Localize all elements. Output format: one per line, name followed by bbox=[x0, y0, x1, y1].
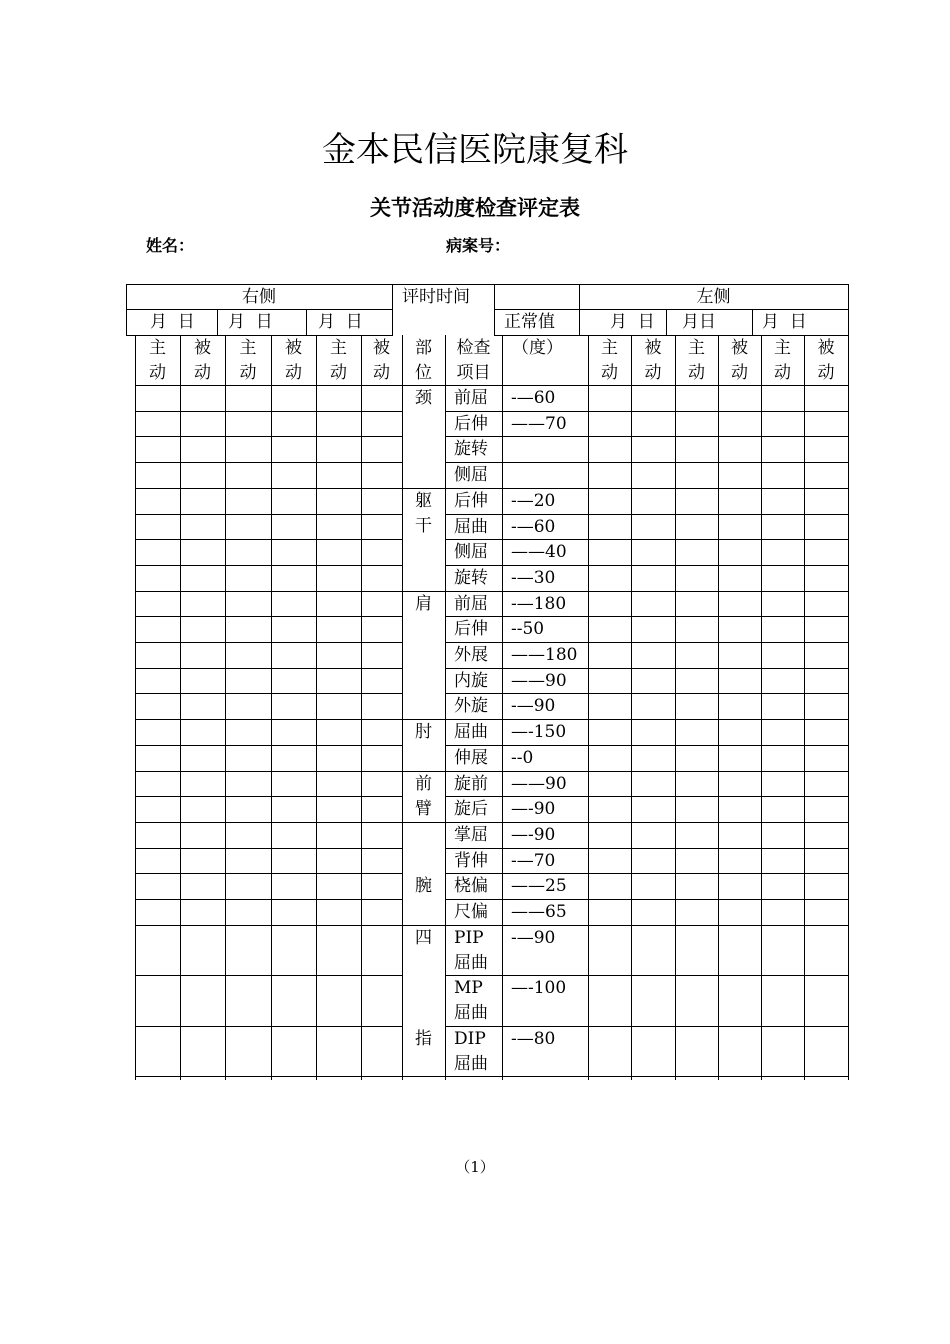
normal-value: ——70 bbox=[511, 414, 567, 434]
table-rule bbox=[135, 873, 403, 874]
exam-item: 侧屈 bbox=[454, 542, 488, 562]
table-rule bbox=[445, 539, 849, 540]
exam-item: 掌屈 bbox=[454, 825, 488, 845]
table-rule bbox=[445, 796, 849, 797]
patient-name-label: 姓名： bbox=[146, 236, 195, 255]
exam-item: 屈曲 bbox=[454, 517, 488, 537]
normal-value: ——25 bbox=[511, 876, 567, 896]
date-cell-left: 月 日 bbox=[762, 312, 807, 332]
part-label: 肩 bbox=[415, 594, 432, 614]
exam-item: PIP 屈曲 bbox=[454, 928, 488, 973]
normal-value: ——90 bbox=[511, 774, 567, 794]
normal-value: ——40 bbox=[511, 542, 567, 562]
exam-item: 前屈 bbox=[454, 594, 488, 614]
table-rule bbox=[588, 335, 589, 1080]
table-rule bbox=[445, 616, 849, 617]
normal-value: --0 bbox=[511, 748, 534, 768]
normal-value: —-150 bbox=[511, 722, 567, 742]
table-rule bbox=[135, 335, 136, 1080]
table-rule bbox=[361, 335, 362, 1080]
part-label: 肘 bbox=[415, 722, 432, 742]
normal-value: --50 bbox=[511, 619, 545, 639]
active-col-header: 主 动 bbox=[239, 338, 257, 383]
exam-item: MP 屈曲 bbox=[454, 978, 488, 1023]
part-col-header: 部 位 bbox=[415, 338, 432, 383]
exam-item: 后伸 bbox=[454, 414, 488, 434]
table-rule bbox=[445, 745, 849, 746]
exam-item: 外展 bbox=[454, 645, 488, 665]
exam-item: 尺偏 bbox=[454, 902, 488, 922]
normal-value: —-90 bbox=[511, 799, 556, 819]
table-rule bbox=[180, 335, 181, 1080]
normal-value: -—20 bbox=[511, 491, 556, 511]
passive-col-header: 被 动 bbox=[373, 338, 390, 383]
table-rule bbox=[804, 335, 805, 1080]
table-rule bbox=[445, 335, 446, 1080]
degree-col-header: （度） bbox=[512, 338, 563, 358]
exam-item: 外旋 bbox=[454, 696, 488, 716]
exam-item: 屈曲 bbox=[454, 722, 488, 742]
table-rule bbox=[316, 335, 317, 1080]
table-rule bbox=[445, 848, 849, 849]
normal-value: —-100 bbox=[511, 978, 567, 998]
table-rule bbox=[135, 591, 849, 592]
table-rule bbox=[402, 335, 403, 1080]
table-rule bbox=[445, 514, 849, 515]
table-rule bbox=[445, 411, 849, 412]
exam-item: 旋前 bbox=[454, 774, 488, 794]
table-rule bbox=[135, 899, 403, 900]
table-rule bbox=[135, 642, 403, 643]
normal-value: -—60 bbox=[511, 388, 556, 408]
normal-value: -—60 bbox=[511, 517, 556, 537]
table-rule bbox=[445, 1026, 849, 1027]
table-rule bbox=[135, 436, 403, 437]
table-rule bbox=[135, 565, 403, 566]
table-rule bbox=[135, 1076, 849, 1077]
normal-value: -—180 bbox=[511, 594, 567, 614]
active-col-header: 主 动 bbox=[330, 338, 347, 383]
exam-item: DIP 屈曲 bbox=[454, 1029, 488, 1074]
active-col-header: 主 动 bbox=[149, 338, 166, 383]
table-rule bbox=[494, 284, 495, 336]
table-rule bbox=[445, 873, 849, 874]
table-rule bbox=[306, 309, 307, 336]
table-rule bbox=[135, 796, 403, 797]
table-rule bbox=[445, 975, 849, 976]
table-rule bbox=[718, 335, 719, 1080]
table-rule bbox=[225, 335, 226, 1080]
table-rule bbox=[135, 771, 849, 772]
normal-value: -—70 bbox=[511, 851, 556, 871]
active-col-header: 主 动 bbox=[601, 338, 618, 383]
normal-value: -—90 bbox=[511, 928, 556, 948]
table-rule bbox=[135, 668, 403, 669]
exam-item: 旋转 bbox=[454, 568, 488, 588]
normal-value-header: 正常值 bbox=[504, 312, 555, 332]
exam-item: 背伸 bbox=[454, 851, 488, 871]
table-rule bbox=[135, 616, 403, 617]
table-rule bbox=[135, 514, 403, 515]
table-rule bbox=[271, 335, 272, 1080]
exam-item: 旋后 bbox=[454, 799, 488, 819]
eval-time-header: 评时时间 bbox=[402, 287, 470, 307]
table-rule bbox=[445, 693, 849, 694]
table-rule bbox=[445, 899, 849, 900]
date-cell-left: 月日 bbox=[682, 312, 716, 332]
exam-item: 后伸 bbox=[454, 491, 488, 511]
table-rule bbox=[135, 745, 403, 746]
part-label: 四 bbox=[415, 928, 432, 948]
normal-value: -—30 bbox=[511, 568, 556, 588]
normal-value: -—90 bbox=[511, 696, 556, 716]
left-side-header: 左侧 bbox=[696, 287, 731, 307]
exam-item: 后伸 bbox=[454, 619, 488, 639]
exam-item: 内旋 bbox=[454, 671, 488, 691]
case-number-label: 病案号： bbox=[446, 236, 511, 255]
table-rule bbox=[445, 436, 849, 437]
table-rule bbox=[135, 539, 403, 540]
table-rule bbox=[752, 309, 753, 336]
table-rule bbox=[135, 488, 849, 489]
passive-col-header: 被 动 bbox=[194, 338, 211, 383]
right-side-header: 右侧 bbox=[242, 287, 276, 307]
date-cell-right: 月 日 bbox=[228, 312, 273, 332]
exam-item-col-header: 检查 项目 bbox=[456, 338, 491, 383]
part-label: 颈 bbox=[415, 388, 432, 408]
table-rule bbox=[135, 693, 403, 694]
passive-col-header: 被 动 bbox=[817, 338, 835, 383]
part-label: 前 臂 bbox=[415, 774, 432, 819]
table-rule bbox=[135, 975, 403, 976]
table-rule bbox=[445, 565, 849, 566]
passive-col-header: 被 动 bbox=[731, 338, 748, 383]
table-rule bbox=[135, 1026, 403, 1027]
exam-item: 前屈 bbox=[454, 388, 488, 408]
table-rule bbox=[445, 642, 849, 643]
table-rule bbox=[392, 284, 393, 336]
table-rule bbox=[675, 335, 676, 1080]
date-cell-left: 月 日 bbox=[610, 312, 655, 332]
table-rule bbox=[135, 925, 849, 926]
table-rule bbox=[666, 309, 667, 336]
table-rule bbox=[502, 335, 503, 1080]
table-rule bbox=[135, 719, 849, 720]
passive-col-header: 被 动 bbox=[644, 338, 662, 383]
table-rule bbox=[135, 385, 849, 386]
date-cell-right: 月 日 bbox=[150, 312, 195, 332]
form-subtitle: 关节活动度检查评定表 bbox=[370, 196, 580, 220]
active-col-header: 主 动 bbox=[774, 338, 791, 383]
table-rule bbox=[217, 309, 218, 336]
normal-value: ——65 bbox=[511, 902, 567, 922]
passive-col-header: 被 动 bbox=[285, 338, 302, 383]
table-rule bbox=[135, 848, 403, 849]
exam-item: 桡偏 bbox=[454, 876, 488, 896]
normal-value: -—80 bbox=[511, 1029, 556, 1049]
part-label: 躯 干 bbox=[415, 491, 432, 536]
active-col-header: 主 动 bbox=[688, 338, 705, 383]
table-rule bbox=[135, 411, 403, 412]
date-cell-right: 月 日 bbox=[318, 312, 363, 332]
exam-item: 侧屈 bbox=[454, 465, 488, 485]
table-rule bbox=[761, 335, 762, 1080]
table-rule bbox=[135, 462, 403, 463]
exam-item: 旋转 bbox=[454, 439, 488, 459]
part-label: 指 bbox=[415, 1029, 432, 1049]
table-rule bbox=[445, 462, 849, 463]
page-number: （1） bbox=[455, 1158, 495, 1176]
part-label: 腕 bbox=[415, 876, 432, 896]
normal-value: ——180 bbox=[511, 645, 578, 665]
page-title: 金本民信医院康复科 bbox=[322, 130, 628, 170]
exam-item: 伸展 bbox=[454, 748, 488, 768]
normal-value: —-90 bbox=[511, 825, 556, 845]
table-rule bbox=[445, 668, 849, 669]
table-rule bbox=[135, 822, 849, 823]
table-rule bbox=[848, 284, 849, 1080]
table-rule bbox=[631, 335, 632, 1080]
normal-value: ——90 bbox=[511, 671, 567, 691]
